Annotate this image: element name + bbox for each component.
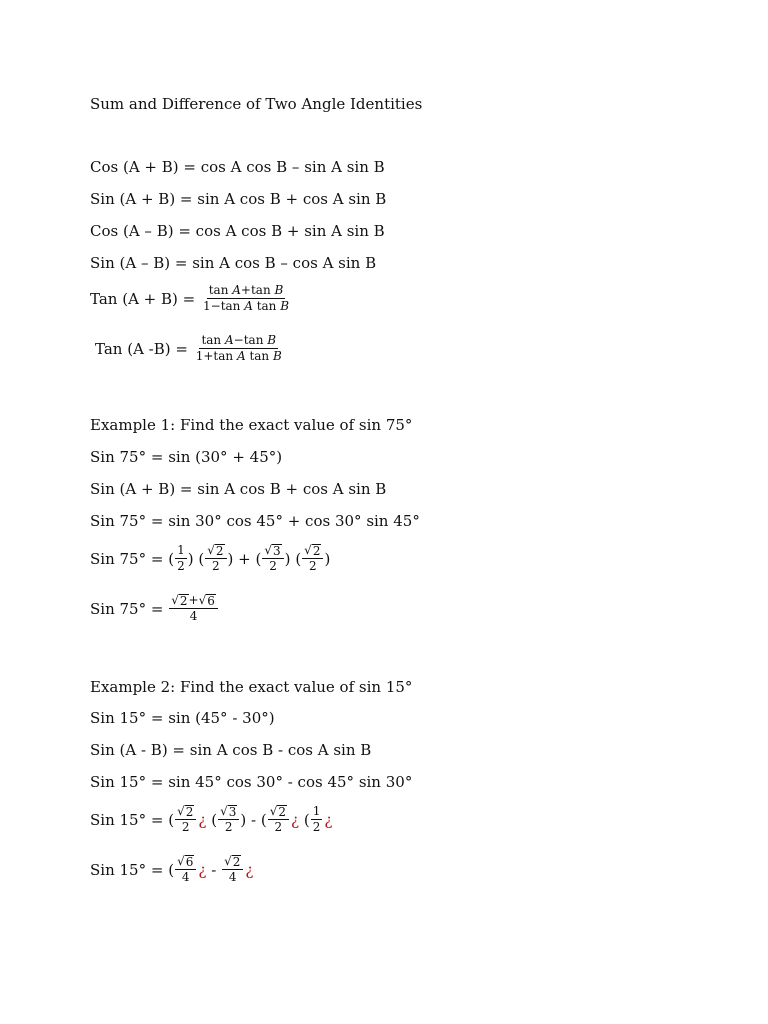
example2-step4: Sin 15° = ( √ 2 2 ¿ ( √ 3 2 ) - ( √ 2 2 ¿ ( $\frac{1}{2}$ ¿ — [90, 804, 333, 834]
example2-step2: Sin (A - B) = sin A cos B - cos A sin B — [90, 741, 372, 759]
example1-step3: Sin 75° = sin 30° cos 45° + cos 30° sin 45° — [90, 512, 420, 530]
example1-step1: Sin 75° = sin (30° + 45°) — [90, 448, 283, 466]
example1-step4: Sin 75° = ( $\frac{1}{2}$ ) ( √ 2 2 ) + ( √ 3 2 ) ( √ 2 2 ) — [90, 543, 331, 573]
tan-diff-numerator: tan A−tan B — [201, 333, 277, 347]
tan-diff-lhs: Tan (A -B) = — [95, 339, 188, 358]
example1-heading: Example 1: Find the exact value of sin 75° — [90, 416, 413, 434]
tan-sum-lhs: Tan (A + B) = — [90, 289, 196, 308]
example2-step3: Sin 15° = sin 45° cos 30° - cos 45° sin 30° — [90, 773, 413, 791]
tan-sum-numerator: tan A+tan B — [208, 283, 284, 297]
missing-glyph: ¿ — [198, 860, 207, 879]
fraction-root2-over-4: √ 2 4 — [222, 854, 243, 885]
missing-glyph: ¿ — [245, 860, 254, 879]
identity-sin-diff: Sin (A – B) = sin A cos B – cos A sin B — [90, 254, 377, 272]
fraction-one-half: $\frac{1}{2}$ — [312, 804, 321, 834]
fraction-root3-over-2: √ 3 2 — [218, 804, 239, 835]
example1-step5: Sin 75° = √ 2 + √ 6 4 — [90, 593, 219, 624]
missing-glyph: ¿ — [291, 810, 300, 829]
fraction-root2-over-2: √ 2 2 — [302, 543, 323, 574]
missing-glyph: ¿ — [198, 810, 207, 829]
fraction-root2-over-2: √ 2 2 — [268, 804, 289, 835]
identity-cos-sum: Cos (A + B) = cos A cos B – sin A sin B — [90, 158, 385, 176]
fraction-one-half: $\frac{1}{2}$ — [177, 543, 185, 573]
fraction-root6-over-4: √ 6 4 — [175, 854, 196, 885]
tan-diff-denominator: 1+tan A tan B — [195, 349, 282, 363]
example2-step1: Sin 15° = sin (45° - 30°) — [90, 709, 275, 727]
example2-step5: Sin 15° = ( √ 6 4 ¿ - √ 2 4 ¿ — [90, 854, 254, 884]
fraction-root2-over-2: √ 2 2 — [175, 804, 196, 835]
page-title: Sum and Difference of Two Angle Identities — [90, 95, 423, 113]
tan-sum-denominator: 1−tan A tan B — [203, 299, 290, 313]
fraction-root2-over-2: √ 2 2 — [205, 543, 226, 574]
fraction-result-75: √ 2 + √ 6 4 — [169, 593, 218, 624]
example2-heading: Example 2: Find the exact value of sin 15° — [90, 678, 413, 696]
tan-sum-fraction — [201, 283, 291, 314]
identity-sin-sum: Sin (A + B) = sin A cos B + cos A sin B — [90, 190, 387, 208]
identity-tan-sum — [90, 283, 292, 314]
missing-glyph: ¿ — [324, 810, 333, 829]
tan-diff-fraction — [194, 333, 284, 364]
identity-tan-diff — [95, 333, 285, 364]
fraction-root3-over-2: √ 3 2 — [262, 543, 283, 574]
example1-step2: Sin (A + B) = sin A cos B + cos A sin B — [90, 480, 387, 498]
identity-cos-diff: Cos (A – B) = cos A cos B + sin A sin B — [90, 222, 385, 240]
